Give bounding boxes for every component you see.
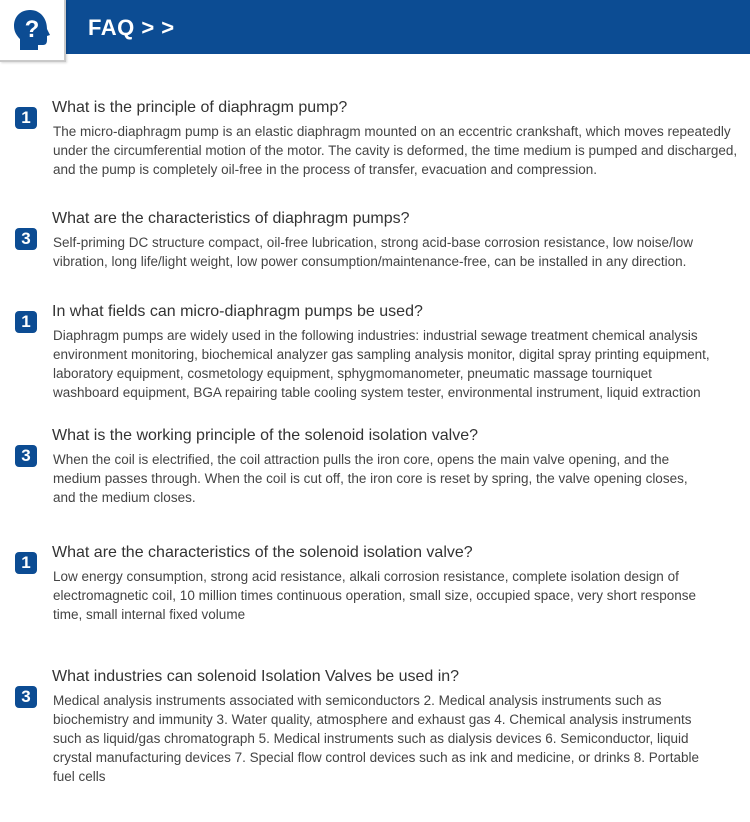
answer-line: Self-priming DC structure compact, oil-free lubrication, strong acid-base corrosion resistance, low noise/low — [53, 235, 694, 250]
question-head-icon — [12, 8, 52, 52]
faq-question: What industries can solenoid Isolation Valves be used in? — [52, 668, 460, 685]
faq-number-badge: 3 — [15, 445, 37, 467]
answer-line: and the medium closes. — [53, 490, 196, 505]
faq-number-badge: 1 — [15, 107, 37, 129]
faq-answer — [53, 691, 750, 786]
faq-answer — [53, 450, 750, 507]
answer-line: Diaphragm pumps are widely used in the following industries: industrial sewage treatment chemical analysis — [53, 328, 698, 343]
answer-line: vibration, long life/light weight, low power consumption/maintenance-free, can be installed in any direction. — [53, 254, 687, 269]
faq-question: What are the characteristics of diaphragm pumps? — [52, 210, 410, 227]
faq-question: What are the characteristics of the solenoid isolation valve? — [52, 544, 473, 561]
answer-line: time, small internal fixed volume — [53, 607, 246, 622]
answer-line: laboratory equipment, cosmetology equipment, sphygmomanometer, pneumatic massage tourniquet — [53, 366, 652, 381]
faq-answer — [53, 233, 750, 271]
faq-question: What is the working principle of the solenoid isolation valve? — [52, 427, 479, 444]
faq-question: In what fields can micro-diaphragm pumps be used? — [52, 303, 423, 320]
answer-line: The micro-diaphragm pump is an elastic diaphragm mounted on an eccentric crankshaft, which moves repeatedly — [53, 124, 731, 139]
answer-line: When the coil is electrified, the coil attraction pulls the iron core, opens the main valve opening, and the — [53, 452, 670, 467]
answer-line: such as liquid/gas chromatograph 5. Medical instruments such as dialysis devices 6. Semiconductor, liquid — [53, 731, 689, 746]
answer-line: washboard equipment, BGA repairing table cooling system tester, environmental instrument, liquid extraction — [53, 385, 701, 400]
answer-line: Medical analysis instruments associated with semiconductors 2. Medical analysis instruments such as — [53, 693, 662, 708]
answer-line: under the circumferential motion of the motor. The cavity is deformed, the time medium is pumped and discharged, — [53, 143, 738, 158]
faq-answer — [53, 326, 750, 402]
answer-line: fuel cells — [53, 769, 106, 784]
faq-answer — [53, 567, 750, 624]
answer-line: electromagnetic coil, 10 million times continuous operation, small size, occupied space, very short response — [53, 588, 697, 603]
faq-number-badge: 1 — [15, 311, 37, 333]
faq-number-badge: 3 — [15, 686, 37, 708]
svg-text:?: ? — [24, 16, 40, 43]
answer-line: Low energy consumption, strong acid resistance, alkali corrosion resistance, complete isolation design of — [53, 569, 679, 584]
faq-icon-box — [0, 0, 66, 62]
faq-answer — [53, 122, 750, 179]
answer-line: environment monitoring, biochemical analyzer gas sampling analysis monitor, digital spray printing equipment, — [53, 347, 710, 362]
page-title: FAQ > > — [88, 15, 175, 40]
answer-line: crystal manufacturing devices 7. Special flow control devices such as ink and medicine, or drinks 8. Portable — [53, 750, 700, 765]
faq-number-badge: 3 — [15, 228, 37, 250]
answer-line: medium passes through. When the coil is cut off, the iron core is reset by spring, the valve opening closes, — [53, 471, 688, 486]
faq-number-badge: 1 — [15, 552, 37, 574]
answer-line: biochemistry and immunity 3. Water quality, atmosphere and exhaust gas 4. Chemical analysis instruments — [53, 712, 692, 727]
faq-question: What is the principle of diaphragm pump? — [52, 99, 348, 116]
answer-line: and the pump is completely oil-free in the process of transfer, evacuation and compression. — [53, 162, 598, 177]
